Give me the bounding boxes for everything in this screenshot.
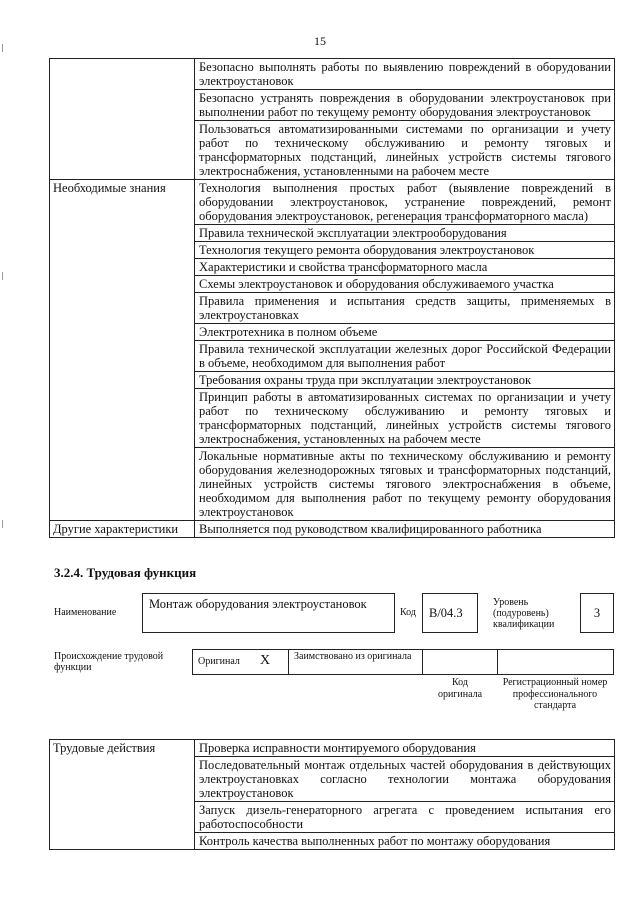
reg-caption: Регистрационный номер профессионального стандарта [502,677,608,711]
table-cell: Безопасно устранять повреждения в оборудовании электроустановок при выполнении работ по текущему ремонту оборудования электроустановок [195,90,615,121]
table-cell: Технология выполнения простых работ (выявление повреждений в оборудовании электроустановок, устранение повреждений, ремонт оборудования электроустановок, регенерация трансформаторного масла) [195,180,615,225]
code-label: Код [400,607,416,618]
borrowed-label: Заимствовано из оригинала [294,651,412,662]
table-row [50,521,615,538]
name-label: Наименование [54,607,117,618]
page-number: 15 [314,34,326,48]
row-group-label: Трудовые действия [50,740,195,850]
margin-mark [2,44,3,52]
table-row [50,740,615,757]
origin-label: Происхождение трудовой функции [54,651,164,673]
level-label: Уровень (подуровень) квалификации [493,597,555,630]
level-value: 3 [593,606,601,620]
table-cell: Безопасно выполнять работы по выявлению повреждений в оборудовании электроустановок [195,59,615,90]
original-mark: X [260,653,271,668]
table-row [50,59,615,90]
name-value: Монтаж оборудования электроустановок [149,597,367,611]
table-cell: Запуск дизель-генераторного агрегата с проведением испытания его работоспособности [195,802,615,833]
original-label: Оригинал [198,656,240,667]
origin-divider [288,649,289,675]
table-cell: Характеристики и свойства трансформаторного масла [195,259,615,276]
code-field [422,593,478,633]
row-group-label: Необходимые знания [50,180,195,521]
name-field [142,593,395,633]
table-cell: Локальные нормативные акты по техническому обслуживанию и ремонту оборудования железнодорожных тяговых и трансформаторных подстанций, линейных устройств системы тягового электроснабжения в объеме, необходимом для выполнения работ по текущему ремонту оборудования электроустановок [195,448,615,521]
table-cell: Правила технической эксплуатации электрооборудования [195,225,615,242]
table-cell: Проверка исправности монтируемого оборудования [195,740,615,757]
row-group-label [50,59,195,180]
table-cell: Правила технической эксплуатации железных дорог Российской Федерации в объеме, необходимом для выполнения работ [195,341,615,372]
table-cell: Правила применения и испытания средств защиты, применяемых в электроустановках [195,293,615,324]
table-cell: Требования охраны труда при эксплуатации электроустановок [195,372,615,389]
labor-actions-table [49,739,615,850]
table-cell: Схемы электроустановок и оборудования обслуживаемого участка [195,276,615,293]
table-cell: Принцип работы в автоматизированных системах по организации и учету работ по техническому обслуживанию и ремонту тяговых и трансформаторных подстанций, линейных устройств системы тягового электроснабжения, установленных на рабочем месте [195,389,615,448]
code-caption: Код оригинала [437,677,483,700]
code-value: B/04.3 [429,606,463,620]
margin-mark [2,520,3,528]
table-cell: Контроль качества выполненных работ по монтажу оборудования [195,833,615,850]
table-cell: Электротехника в полном объеме [195,324,615,341]
origin-divider [497,649,498,675]
origin-divider [422,649,423,675]
margin-mark [2,272,3,280]
table-cell: Выполняется под руководством квалифицированного работника [195,521,615,538]
level-field [580,593,614,633]
skills-knowledge-table [49,58,615,538]
table-cell: Пользоваться автоматизированными системами по организации и учету работ по техническому обслуживанию и ремонту тяговых и трансформаторных подстанций, линейных устройств системы тягового электроснабжения, установленными на рабочем месте [195,121,615,180]
table-cell: Технология текущего ремонта оборудования электроустановок [195,242,615,259]
table-cell: Последовательный монтаж отдельных частей оборудования в действующих электроустановках согласно технологии монтажа оборудования электроустановок [195,757,615,802]
section-heading: 3.2.4. Трудовая функция [54,565,197,580]
table-row [50,180,615,225]
row-group-label: Другие характеристики [50,521,195,538]
